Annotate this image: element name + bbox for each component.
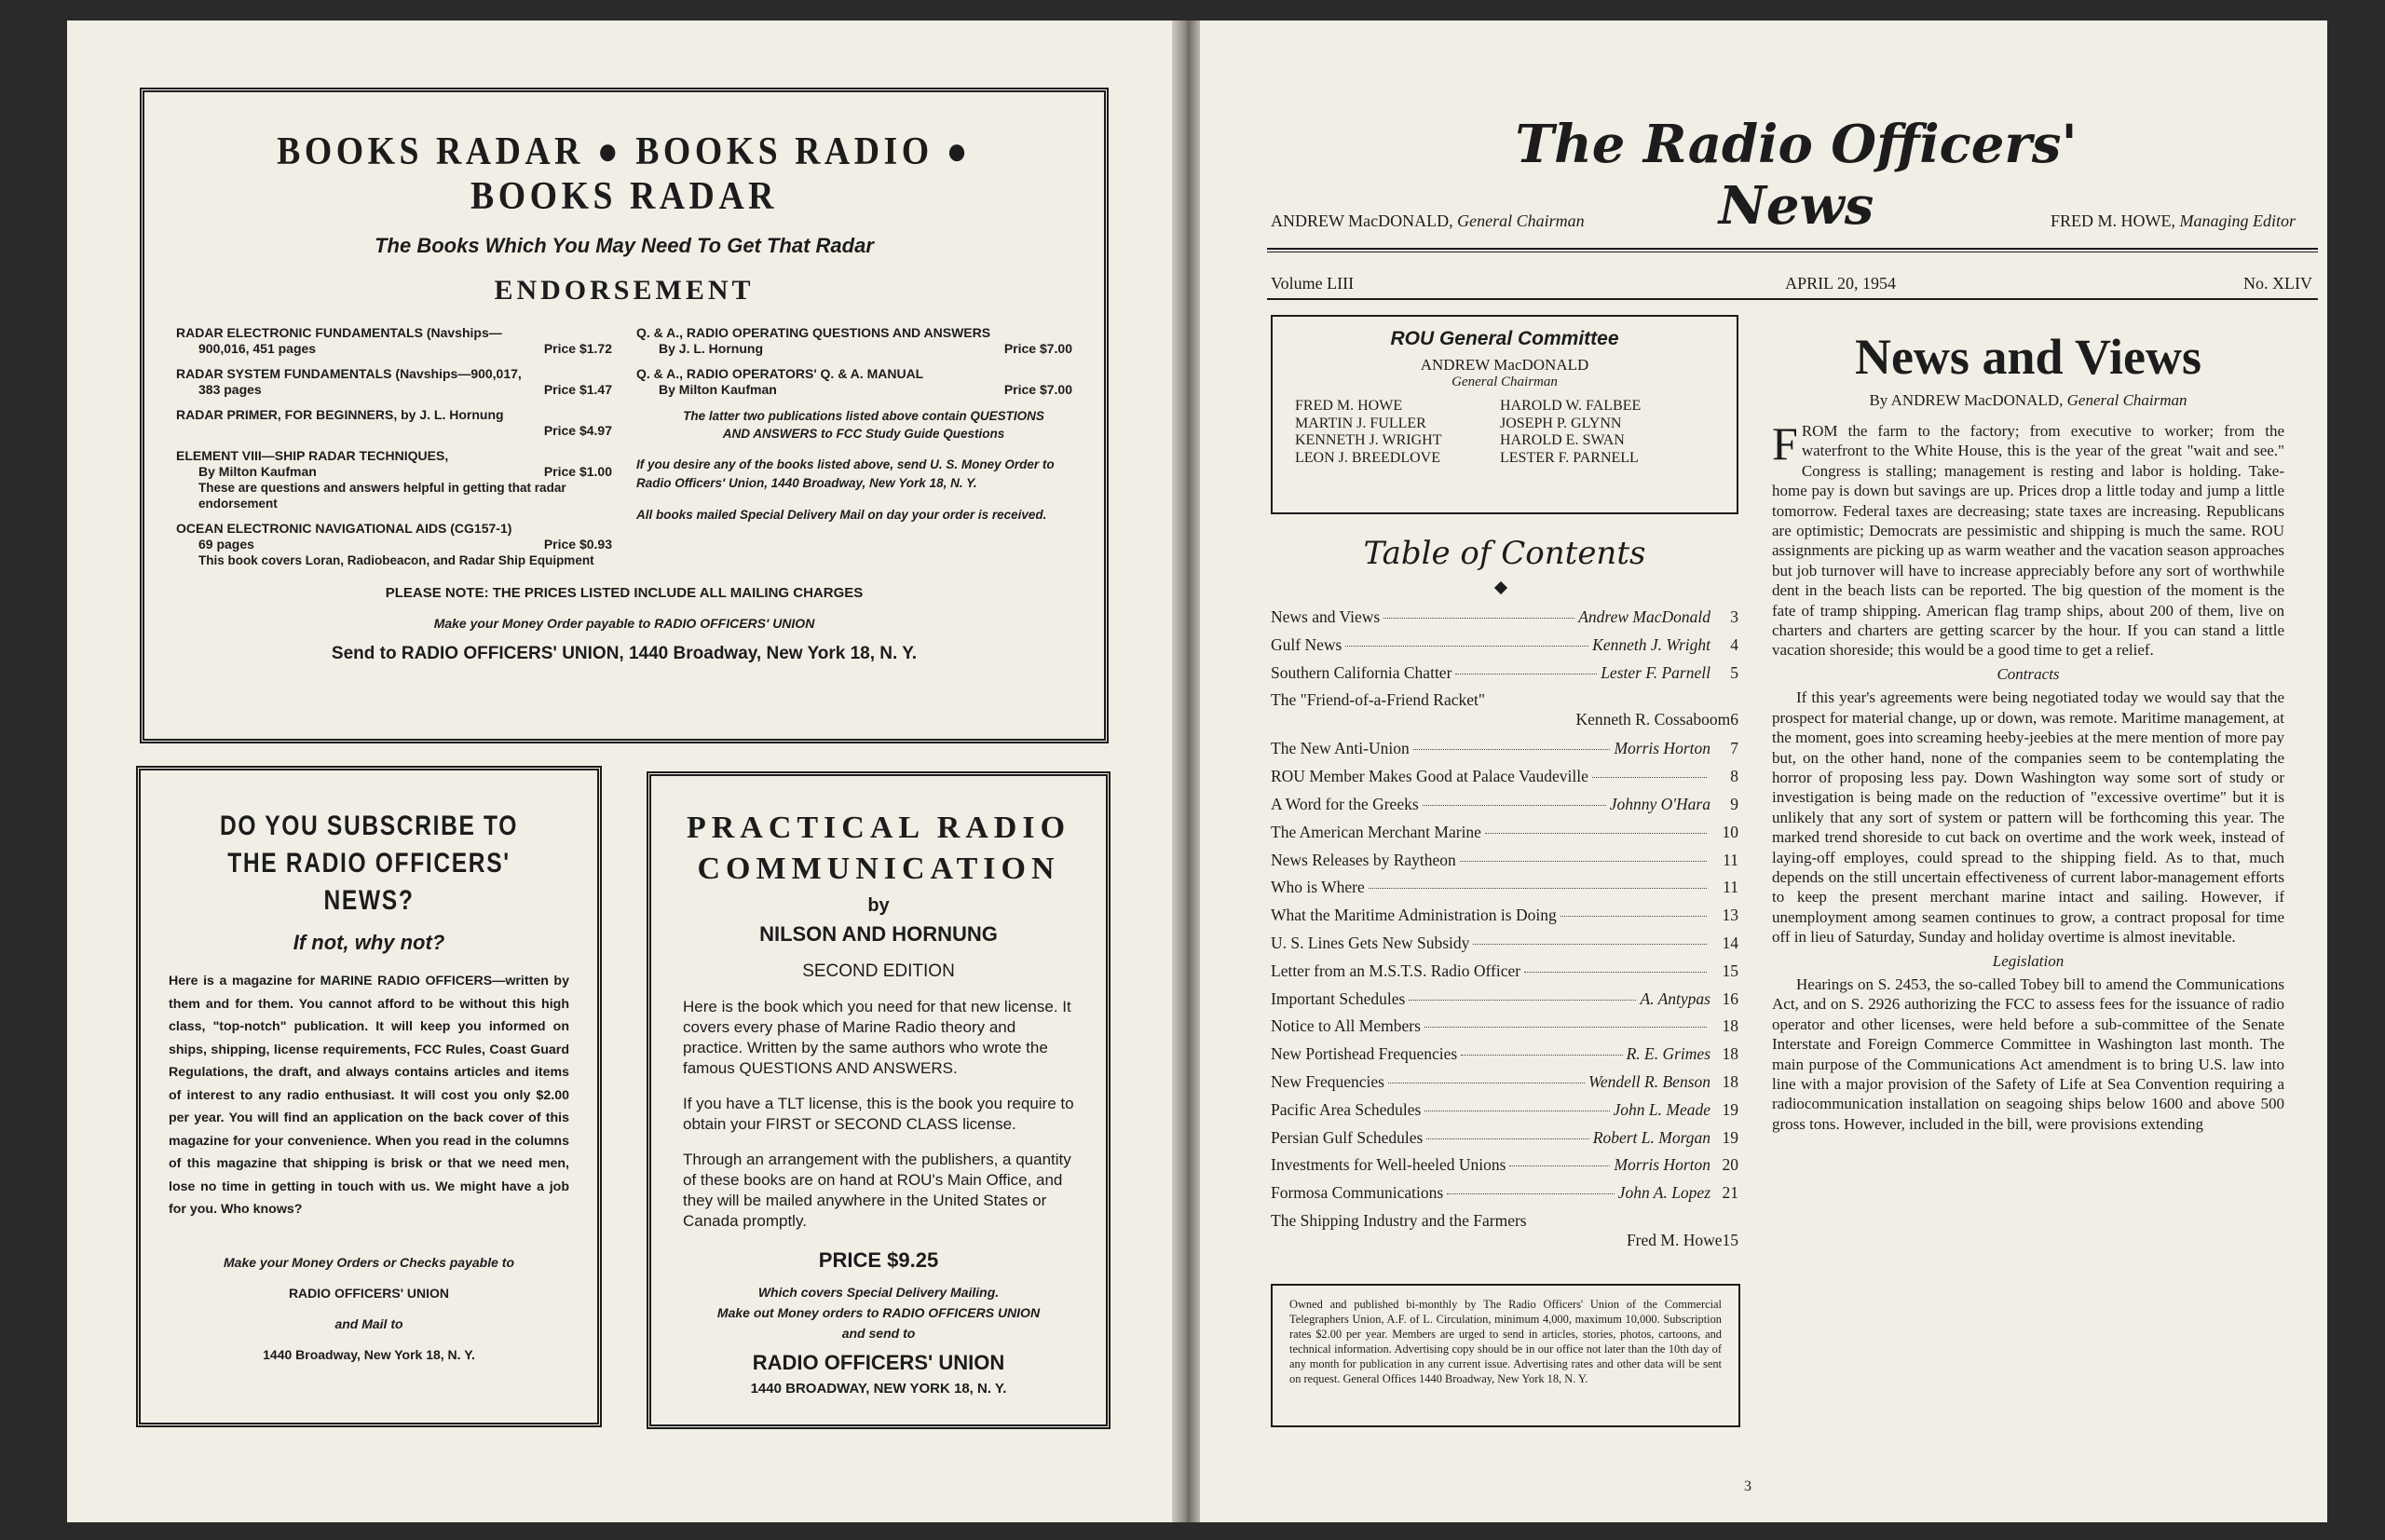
book-price: Price $7.00 bbox=[1003, 341, 1072, 356]
committee-chair: ANDREW MacDONALD bbox=[1420, 356, 1589, 374]
toc-entry[interactable] bbox=[1271, 1044, 1738, 1072]
toc-entry[interactable] bbox=[1271, 961, 1738, 989]
toc-entry[interactable] bbox=[1271, 1100, 1738, 1128]
article-byline bbox=[1772, 391, 2284, 410]
byline-name: By ANDREW MacDONALD, bbox=[1869, 391, 2064, 409]
book-detail: 383 pages bbox=[198, 382, 262, 397]
divider bbox=[1267, 248, 2318, 250]
volume: Volume LIII bbox=[1271, 274, 1355, 293]
toc-entry-title: Persian Gulf Schedules bbox=[1271, 1127, 1424, 1147]
practical-note-line: Make out Money orders to RADIO OFFICERS UNION bbox=[716, 1305, 1041, 1320]
toc-entry-title: The "Friend-of-a-Friend Racket" bbox=[1271, 690, 1486, 710]
toc-entry-title: News and Views bbox=[1271, 607, 1381, 626]
toc-entry[interactable] bbox=[1271, 1155, 1738, 1183]
page-number: 3 bbox=[1744, 1479, 1751, 1494]
toc-entry-title: The New Anti-Union bbox=[1271, 739, 1410, 758]
book-item bbox=[636, 366, 1072, 398]
committee-member: HAROLD W. FALBEE bbox=[1500, 398, 1642, 414]
chairman-credit bbox=[1271, 211, 1585, 231]
toc-entry-author: John L. Meade bbox=[1613, 1099, 1710, 1119]
toc-entry-page: 11 bbox=[1723, 878, 1738, 897]
toc-entry[interactable] bbox=[1271, 663, 1738, 691]
divider bbox=[1267, 298, 2318, 300]
toc-entry-author: Fred M. Howe bbox=[1626, 1230, 1723, 1249]
article-paragraph bbox=[1772, 417, 2284, 661]
practical-note-line: and send to bbox=[841, 1326, 916, 1341]
toc-entry-page: 4 bbox=[1730, 634, 1738, 654]
order-instructions: If you desire any of the books listed above, send U. S. Money Order to Radio Officers' Union, 1440 Broadway, New York 18, N. Y. bbox=[636, 457, 1055, 490]
toc-entry-page: 20 bbox=[1722, 1155, 1738, 1175]
committee-member: FRED M. HOWE bbox=[1295, 398, 1403, 414]
practical-union: RADIO OFFICERS' UNION bbox=[752, 1351, 1005, 1374]
left-page bbox=[67, 20, 1174, 1522]
article-paragraph: If this year's agreements were being negotiated today we would say that the prospect for material change, up or down, was remote. Maritime management, at the moment, goes into screaming heeby-jeebies at the mere mention of more pay but, on the other hand, none of the companies seem to be contemplating the horror of proposing less pay. Down Washington way some sort of study or investigation is being made on the reduction of "excessive overtime" but it is unlikely that any sort of system or pattern will be forthcoming this year. The marked trend shoreside to cut back on overtime and the work week, instead of laying-off employes, could spread to the shipping field. As to that, much depends on the still uncertain effectiveness of current labor-management efforts to keep the present merchant marine intact and sailing. However, if unemployment among seamen continues to grow, a contract proposal for time off in lieu of Saturday, Sunday and holiday overtime is almost inevitable. bbox=[1772, 688, 2284, 947]
toc-entry-page: 14 bbox=[1722, 933, 1738, 952]
practical-note-line: Which covers Special Delivery Mailing. bbox=[757, 1285, 1000, 1300]
subscribe-foot-line: Make your Money Orders or Checks payable to bbox=[224, 1254, 514, 1270]
qa-note: The latter two publications listed above contain QUESTIONS AND ANSWERS to FCC Study Guide Questions bbox=[683, 409, 1044, 441]
toc-entry-page: 18 bbox=[1722, 1044, 1738, 1064]
toc-entry-title: ROU Member Makes Good at Palace Vaudeville bbox=[1271, 767, 1588, 786]
toc-entry-title: Letter from an M.S.T.S. Radio Officer bbox=[1271, 961, 1521, 980]
book-price: Price $0.93 bbox=[543, 537, 612, 552]
book-price: Price $4.97 bbox=[543, 423, 612, 438]
toc-entry-page: 9 bbox=[1730, 794, 1738, 813]
radar-ad-left-column bbox=[176, 325, 612, 578]
chairman-title: General Chairman bbox=[1457, 211, 1585, 230]
book-title: ELEMENT VIII—SHIP RADAR TECHNIQUES, bbox=[176, 448, 449, 463]
toc-entry-page: 5 bbox=[1730, 662, 1738, 682]
article-paragraph: Hearings on S. 2453, the so-called Tobey bill to amend the Communications Act, and on S. 2926 authorizing the FCC to assess fees for the issuance of radio operator and other licenses, were held before a sub-committee of the Senate Interstate and Foreign Commerce Committee in Washington last month. The main purpose of the Communications Act amendment is to bring U.S. law into line with a major provision of the Safety of Life at Sea Convention requiring a radiocommunication installation on seagoing ships below 1600 and above 500 gross tons. However, included in the bill, were provisions extending bbox=[1772, 974, 2284, 1133]
toc-entry-title: Gulf News bbox=[1271, 634, 1342, 654]
subscribe-foot-line: and Mail to bbox=[334, 1315, 403, 1331]
practical-by: by bbox=[867, 895, 890, 916]
toc-entry-author: Andrew MacDonald bbox=[1578, 607, 1710, 626]
article bbox=[1772, 328, 2284, 1134]
toc-entry-title: U. S. Lines Gets New Subsidy bbox=[1271, 933, 1470, 952]
paragraph-text: ROM the farm to the factory; from executive to worker; from the waterfront to the White House, this is the year of the great "wait and see." Congress is stalling; management is resting and labor is holding. Take-home pay is down but savings are up. Prices drop a little today and jump a little tomorrow. Federal taxes are decreasing; state taxes are increasing. Republicans are optimistic; Democrats are pessimistic and shipping is much the same. ROU assignments are picking up as warm weather and the vacation season approaches but job turnover will have to increase appreciably before any sort of worthwhile dent in the beach lists can be reported. The big question of the moment is the fate of tramp shipping. American flag tramp ships, about 200 of them, live on charters and charters are getting scarcer by the hour. If you can stand a little vacation shoreside; this would be a good time to get a relief. bbox=[1772, 422, 2284, 660]
send-to-address: Send to RADIO OFFICERS' UNION, 1440 Broadway, New York 18, N. Y. bbox=[331, 644, 918, 663]
toc-entry-page: 10 bbox=[1722, 822, 1738, 841]
radar-ad-subhead: The Books Which You May Need To Get That Radar bbox=[375, 234, 874, 257]
toc-entry[interactable] bbox=[1271, 795, 1738, 823]
toc-entry[interactable] bbox=[1271, 607, 1738, 635]
subscribe-footer bbox=[169, 1247, 569, 1370]
toc-entry-title: New Portishead Frequencies bbox=[1271, 1044, 1458, 1064]
toc-entry-page: 19 bbox=[1722, 1099, 1738, 1119]
toc-entry-title: What the Maritime Administration is Doing bbox=[1271, 906, 1557, 925]
toc-entry-title: News Releases by Raytheon bbox=[1271, 850, 1456, 869]
book-detail: By Milton Kaufman bbox=[198, 464, 317, 479]
toc-entry-page: 18 bbox=[1722, 1016, 1738, 1036]
toc-entry-page: 15 bbox=[1722, 961, 1738, 980]
radar-ad-endorsement: ENDORSEMENT bbox=[494, 275, 755, 306]
toc-entry-page: 6 bbox=[1730, 710, 1738, 729]
toc-entry-title: A Word for the Greeks bbox=[1271, 794, 1419, 813]
committee-members bbox=[1291, 398, 1718, 467]
book-item bbox=[176, 407, 612, 439]
book-title: Q. & A., RADIO OPERATORS' Q. & A. MANUAL bbox=[636, 366, 924, 381]
toc-entry-page: 8 bbox=[1730, 767, 1738, 786]
toc-entry[interactable] bbox=[1271, 1128, 1738, 1156]
practical-edition: SECOND EDITION bbox=[802, 961, 955, 981]
toc-entry-author: Robert L. Morgan bbox=[1592, 1127, 1710, 1147]
toc-entry-author: Kenneth J. Wright bbox=[1592, 634, 1710, 654]
book-price: Price $1.00 bbox=[543, 464, 612, 479]
practical-paragraph: If you have a TLT license, this is the book you require to obtain your FIRST or SECOND CLASS license. bbox=[683, 1095, 1074, 1133]
issue-line bbox=[1271, 274, 2312, 293]
byline-title: General Chairman bbox=[2066, 391, 2187, 409]
toc-entry-title: Formosa Communications bbox=[1271, 1183, 1444, 1203]
practical-radio-ad bbox=[647, 771, 1111, 1429]
toc-entry-author: Morris Horton bbox=[1614, 1155, 1710, 1175]
book-item bbox=[176, 366, 612, 398]
committee-member: MARTIN J. FULLER bbox=[1295, 415, 1426, 431]
toc-entry-title: The Shipping Industry and the Farmers bbox=[1271, 1210, 1527, 1230]
editor-name: FRED M. HOWE, bbox=[2051, 211, 2175, 230]
payable-note: Make your Money Order payable to RADIO OFFICERS' UNION bbox=[433, 616, 815, 631]
editor-title: Managing Editor bbox=[2179, 211, 2296, 230]
chairman-name: ANDREW MacDONALD, bbox=[1271, 211, 1453, 230]
subscribe-foot-line: RADIO OFFICERS' UNION bbox=[288, 1285, 450, 1301]
toc-entry[interactable] bbox=[1271, 767, 1738, 795]
toc-entry-page: 13 bbox=[1722, 906, 1738, 925]
book-note: This book covers Loran, Radiobeacon, and Radar Ship Equipment bbox=[198, 553, 594, 567]
book-detail: By J. L. Hornung bbox=[659, 341, 763, 356]
practical-authors: NILSON AND HORNUNG bbox=[759, 922, 998, 946]
toc-entry-page: 16 bbox=[1722, 988, 1738, 1008]
toc-entry-page: 19 bbox=[1722, 1127, 1738, 1147]
subscribe-question: If not, why not? bbox=[293, 931, 445, 954]
book-title: Q. & A., RADIO OPERATING QUESTIONS AND ANSWERS bbox=[636, 325, 991, 340]
subscribe-foot-line: 1440 Broadway, New York 18, N. Y. bbox=[263, 1346, 475, 1362]
committee-chair-title: General Chairman bbox=[1451, 375, 1558, 389]
toc-entry[interactable] bbox=[1271, 851, 1738, 879]
committee-member: LESTER F. PARNELL bbox=[1500, 449, 1639, 466]
toc-entry-page: 7 bbox=[1730, 739, 1738, 758]
toc-entry[interactable] bbox=[1271, 934, 1738, 961]
toc-entry[interactable] bbox=[1271, 1183, 1738, 1211]
toc-entry-author: R. E. Grimes bbox=[1626, 1044, 1710, 1064]
toc-entry-title: New Frequencies bbox=[1271, 1071, 1384, 1091]
table-of-contents bbox=[1271, 607, 1738, 1260]
book-detail: By Milton Kaufman bbox=[659, 382, 777, 397]
toc-entry-page: 11 bbox=[1723, 850, 1738, 869]
publisher-note: Owned and published bi-monthly by The Radio Officers' Union of the Commercial Telegraphers Union, A.F. of L. Circulation, minimum 4,000, maximum 10,000. Subscription rates $2.00 per year. Members are urged to send in articles, stories, photos, cartoons, and technical information. Advertising copy should be in our office not later than the 10th day of any month for publication in any current issue. Advertising rates and other data will be sent on request. General Offices 1440 Broadway, New York 18, N. Y. bbox=[1271, 1284, 1740, 1427]
book-price: Price $1.72 bbox=[543, 341, 612, 356]
committee-member: JOSEPH P. GLYNN bbox=[1500, 415, 1622, 431]
article-title: News and Views bbox=[1854, 329, 2202, 385]
toc-entry-page: 21 bbox=[1722, 1183, 1738, 1203]
toc-entry-title: Southern California Chatter bbox=[1271, 662, 1452, 682]
toc-entry-author: Lester F. Parnell bbox=[1601, 662, 1710, 682]
editor-credit bbox=[2051, 211, 2296, 231]
toc-entry-page: 18 bbox=[1722, 1071, 1738, 1091]
book-title: RADAR ELECTRONIC FUNDAMENTALS (Navships— bbox=[176, 325, 502, 340]
book-item bbox=[176, 448, 612, 511]
drop-cap: F bbox=[1772, 417, 1798, 470]
section-heading: Legislation bbox=[1992, 951, 2065, 970]
radar-ad-right-column bbox=[636, 325, 1072, 578]
toc-entry-title: The American Merchant Marine bbox=[1271, 822, 1481, 841]
toc-entry[interactable] bbox=[1271, 989, 1738, 1017]
diamond-ornament-icon bbox=[1494, 581, 1507, 594]
book-title: RADAR PRIMER, FOR BEGINNERS, by J. L. Hornung bbox=[176, 407, 504, 422]
practical-address: 1440 BROADWAY, NEW YORK 18, N. Y. bbox=[750, 1381, 1007, 1397]
issue-date: APRIL 20, 1954 bbox=[1785, 274, 1896, 293]
subscribe-ad bbox=[136, 766, 602, 1427]
book-spine bbox=[1172, 20, 1202, 1522]
right-page bbox=[1200, 20, 2327, 1522]
toc-entry[interactable] bbox=[1271, 1016, 1738, 1044]
toc-entry[interactable] bbox=[1271, 1211, 1738, 1260]
article-body bbox=[1772, 417, 2284, 1134]
practical-headline-2: COMMUNICATION bbox=[697, 852, 1060, 886]
book-note: These are questions and answers helpful in getting that radar endorsement bbox=[198, 481, 566, 511]
toc-entry[interactable] bbox=[1271, 635, 1738, 663]
radar-ad-headline: BOOKS RADAR ● BOOKS RADIO ● BOOKS RADAR bbox=[277, 130, 972, 218]
prices-note: PLEASE NOTE: THE PRICES LISTED INCLUDE ALL MAILING CHARGES bbox=[385, 585, 864, 601]
toc-entry-title: Investments for Well-heeled Unions bbox=[1271, 1155, 1506, 1175]
committee-member: KENNETH J. WRIGHT bbox=[1295, 432, 1442, 448]
toc-entry[interactable] bbox=[1271, 878, 1738, 906]
book-detail: 900,016, 451 pages bbox=[198, 341, 317, 356]
subscribe-headline-2: THE RADIO OFFICERS' NEWS? bbox=[227, 848, 511, 916]
toc-entry-author: A. Antypas bbox=[1640, 988, 1710, 1008]
book-price: Price $1.47 bbox=[543, 382, 612, 397]
toc-entry-author: Johnny O'Hara bbox=[1609, 794, 1710, 813]
book-title: OCEAN ELECTRONIC NAVIGATIONAL AIDS (CG157-1) bbox=[176, 521, 512, 536]
toc-title: Table of Contents bbox=[1363, 535, 1646, 572]
section-heading: Contracts bbox=[1997, 664, 2060, 683]
committee-member: HAROLD E. SWAN bbox=[1500, 432, 1625, 448]
toc-entry-author: Kenneth R. Cossaboom bbox=[1575, 710, 1731, 729]
toc-entry[interactable] bbox=[1271, 1072, 1738, 1100]
committee-title: ROU General Committee bbox=[1390, 328, 1619, 349]
issue-number: No. XLIV bbox=[2243, 274, 2312, 293]
toc-entry[interactable] bbox=[1271, 906, 1738, 934]
subscribe-headline-1: DO YOU SUBSCRIBE TO bbox=[219, 811, 519, 841]
practical-price: PRICE $9.25 bbox=[818, 1248, 939, 1272]
masthead: The Radio Officers' News bbox=[1515, 114, 2078, 237]
book-item bbox=[176, 521, 612, 568]
toc-entry[interactable] bbox=[1271, 739, 1738, 767]
practical-headline-1: PRACTICAL RADIO bbox=[686, 811, 1071, 845]
book-item bbox=[636, 325, 1072, 357]
toc-entry-title: Important Schedules bbox=[1271, 988, 1406, 1008]
book-price: Price $7.00 bbox=[1003, 382, 1072, 397]
practical-paragraph: Here is the book which you need for that new license. It covers every phase of Marine Radio theory and practice. Written by the same authors who wrote the famous QUESTIONS AND ANSWERS. bbox=[683, 998, 1071, 1077]
book-title: RADAR SYSTEM FUNDAMENTALS (Navships—900,017, bbox=[176, 366, 522, 381]
toc-entry-page: 15 bbox=[1722, 1230, 1738, 1249]
subscribe-body: Here is a magazine for MARINE RADIO OFFICERS—written by them and for them. You cannot afford to be without this high class, "top-notch" publication. It will keep you informed on ships, shipping, license requirements, FCC Rules, Coast Guard Regulations, the draft, and always contains articles and items of interest to any radio enthusiast. It will cost you only $2.00 per year. You will find an application on the back cover of this magazine for your convenience. When you read in the columns of this magazine that shipping is brisk or that we need men, lose no time in getting in touch with us. We might have a job for you. Who knows? bbox=[169, 974, 569, 1217]
toc-entry-title: Who is Where bbox=[1271, 878, 1365, 897]
toc-entry-author: John A. Lopez bbox=[1617, 1183, 1710, 1203]
toc-entry-page: 3 bbox=[1730, 607, 1738, 626]
toc-entry[interactable] bbox=[1271, 690, 1738, 739]
toc-entry-author: Morris Horton bbox=[1614, 739, 1710, 758]
toc-entry-title: Notice to All Members bbox=[1271, 1016, 1421, 1036]
radar-ad-columns bbox=[176, 325, 1072, 578]
toc-entry[interactable] bbox=[1271, 823, 1738, 851]
toc-entry-author: Wendell R. Benson bbox=[1588, 1071, 1710, 1091]
committee-box bbox=[1271, 315, 1738, 514]
radar-books-ad bbox=[140, 88, 1109, 743]
practical-notes bbox=[683, 1282, 1074, 1343]
mail-note: All books mailed Special Delivery Mail on day your order is received. bbox=[636, 508, 1047, 522]
committee-member: LEON J. BREEDLOVE bbox=[1295, 449, 1440, 466]
book-item bbox=[176, 325, 612, 357]
book-detail: 69 pages bbox=[198, 537, 254, 552]
practical-paragraph: Through an arrangement with the publishers, a quantity of these books are on hand at ROU's Main Office, and they will be mailed anywhere in the United States or Canada promptly. bbox=[683, 1151, 1071, 1230]
toc-entry-title: Pacific Area Schedules bbox=[1271, 1099, 1422, 1119]
